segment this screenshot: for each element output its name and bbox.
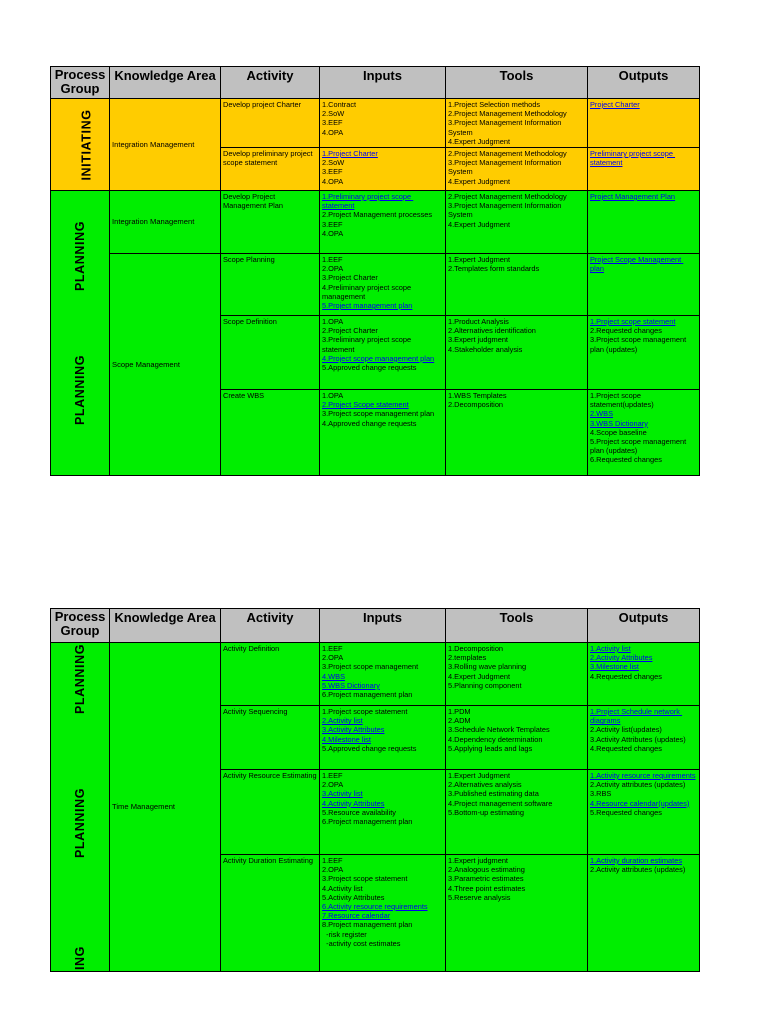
list-item: 2.Alternatives identification [448,326,536,336]
header-outputs: Outputs [588,67,700,99]
link-item[interactable]: 7.Resource calendar [322,911,391,921]
list-item: 5.Approved change requests [322,363,417,373]
list-item: 2.Project Management Methodology [448,149,567,159]
list-item: 4.Expert Judgment [448,219,511,229]
link-item[interactable]: 2.Activity list [322,716,363,726]
list-item: 3.Project Management Information System [448,118,564,137]
table-row [51,643,700,706]
list-item: 2.OPA [322,780,344,790]
list-item: 4.Preliminary project scope management [322,282,414,301]
tools-cell [446,316,588,390]
planning-label: PLANNING [73,644,87,715]
list-item: 2.Requested changes [590,326,662,336]
link-item[interactable]: 4.WBS [322,671,345,681]
header-process-group: Process Group [51,609,110,643]
header-activity: Activity [221,67,320,99]
list-item: 3.EEF [322,167,343,177]
activity-cell: Scope Planning [221,254,320,316]
planning-label: PLANNING [73,354,87,425]
list-item: 2.Analogous estimating [448,865,525,875]
list-item: 3.EEF [322,118,343,128]
list-item: 4.Scope baseline [590,427,647,437]
list-item: 1.Product Analysis [448,317,509,327]
link-item[interactable]: Project Scope Management plan [590,255,684,274]
list-item: 1.Contract [322,100,357,109]
link-item[interactable]: 4.Activity Attributes [322,798,385,808]
link-item[interactable]: Preliminary project scope statement [590,149,676,168]
list-item: 1.Expert judgment [448,856,508,865]
list-item: 4.Three point estimates [448,883,526,893]
link-item[interactable]: 4.Resource calendar(updates) [590,798,690,808]
link-item[interactable]: 4.Project scope management plan [322,353,435,363]
inputs-cell [320,390,446,476]
link-item[interactable]: 3.Activity list [322,789,363,799]
link-item[interactable]: 4.Milestone list [322,734,371,744]
list-item: 2.templates [448,653,487,663]
inputs-cell [320,191,446,254]
link-item[interactable]: 1.Project Charter [322,149,378,159]
link-item[interactable]: 2.Activity Attributes [590,653,653,663]
link-item[interactable]: 3.Milestone list [590,662,639,672]
list-item: -risk register [322,929,367,939]
list-item: 2.OPA [322,653,344,663]
planning-label: PLANNING [73,788,87,859]
list-item: 4.Activity list [322,883,363,893]
process-group-planning [51,643,110,972]
list-item: 3.Rolling wave planning [448,662,527,672]
knowledge-area-integration: Integration Management [110,191,221,254]
header-process-group: Process Group [51,67,110,99]
list-item: 2.Activity attributes (updates) [590,865,686,875]
list-item: 1.Expert Judgment [448,255,511,265]
activity-cell: Create WBS [221,390,320,476]
table-row [51,254,700,316]
list-item: 4.Stakeholder analysis [448,344,523,354]
activity-cell: Scope Definition [221,316,320,390]
outputs-cell [588,99,700,148]
list-item: 2.OPA [322,865,344,875]
tools-cell [446,770,588,855]
link-item[interactable]: 5.Project management plan [322,301,413,311]
list-item: 1.WBS Templates [448,391,507,401]
knowledge-area-time: Time Management [110,643,221,972]
list-item: 3.Published estimating data [448,789,539,799]
link-item[interactable]: 5.WBS Dictionary [322,680,380,690]
list-item: 5.Reserve analysis [448,892,511,902]
list-item: 5.Activity Attributes [322,892,385,902]
link-item[interactable]: 1.Activity duration estimates [590,856,683,865]
list-item: 1.Project Selection methods [448,100,541,109]
list-item: 2.Project Management processes [322,210,433,220]
list-item: 1.EEF [322,771,343,780]
link-item[interactable]: Project Charter [590,100,640,109]
list-item: 6.Project management plan [322,817,413,827]
inputs-cell [320,643,446,706]
link-item[interactable]: 6.Activity resource requirements [322,902,428,912]
list-item: 3.Project scope management [322,662,419,672]
link-item[interactable]: 3.WBS Dictionary [590,418,648,428]
list-item: 3.Project Management Information System [448,158,564,177]
tools-cell [446,855,588,972]
list-item: 4.Expert Judgment [448,671,511,681]
outputs-cell [588,254,700,316]
activity-cell: Develop project Charter [221,99,320,148]
outputs-cell [588,316,700,390]
list-item: 1.EEF [322,856,343,865]
tools-cell [446,148,588,191]
list-item: 8.Project management plan [322,920,413,930]
list-item: 3.Project Charter [322,273,378,283]
activity-cell: Activity Resource Estimating [221,770,320,855]
list-item: 1.PDM [448,707,471,716]
planning-label: ING [73,945,87,970]
list-item: 1.EEF [322,644,343,653]
link-item[interactable]: 1.Preliminary project scope statement [322,192,414,211]
list-item: 4.Dependency determination [448,734,543,744]
activity-cell: Activity Definition [221,643,320,706]
list-item: 5.Requested changes [590,807,662,817]
list-item: 1.Decomposition [448,644,504,653]
list-item: 4.OPA [322,176,344,186]
link-item[interactable]: 2.WBS [590,409,613,419]
list-item: 4.Approved change requests [322,418,417,428]
tools-cell [446,706,588,770]
inputs-cell [320,855,446,972]
list-item: 3.Project scope management plan [322,409,435,419]
process-group-initiating: INITIATING [51,99,110,191]
header-inputs: Inputs [320,609,446,643]
list-item: 3.Project Management Information System [448,201,564,220]
list-item: 4.OPA [322,127,344,137]
list-item: 2.OPA [322,264,344,274]
outputs-cell [588,191,700,254]
table-row [51,99,700,148]
planning-label: PLANNING [73,221,87,292]
inputs-cell [320,148,446,191]
list-item: 2.ADM [448,716,471,726]
list-item: 5.Approved change requests [322,743,417,753]
activity-cell: Develop preliminary project scope statement [221,148,320,191]
activity-cell: Develop Project Management Plan [221,191,320,254]
link-item[interactable]: 1.Project scope statement [590,317,676,327]
inputs-cell [320,770,446,855]
inputs-cell [320,254,446,316]
tools-cell [446,390,588,476]
list-item: 2.Project Management Methodology [448,109,567,119]
outputs-cell [588,148,700,191]
list-item: 5.Bottom-up estimating [448,807,524,817]
list-item: 3.Project scope statement [322,874,408,884]
process-table-2 [50,608,700,972]
link-item[interactable]: Project Management Plan [590,192,676,202]
activity-cell: Activity Duration Estimating [221,855,320,972]
header-inputs: Inputs [320,67,446,99]
list-item: 4.Requested changes [590,743,662,753]
header-activity: Activity [221,609,320,643]
outputs-cell [588,390,700,476]
list-item: 5.Project scope management plan (updates) [590,437,689,456]
link-item[interactable]: 2.Project Scope statement [322,400,409,410]
link-item[interactable]: 1.Activity list [590,644,631,653]
link-item[interactable]: 3.Activity Attributes [322,725,385,735]
list-item: 3.Parametric estimates [448,874,524,884]
inputs-cell [320,316,446,390]
list-item: 3.EEF [322,219,343,229]
list-item: 2.Alternatives analysis [448,780,522,790]
header-tools: Tools [446,67,588,99]
list-item: 1.OPA [322,317,344,327]
list-item: 2.Templates form standards [448,264,540,274]
header-outputs: Outputs [588,609,700,643]
list-item: 6.Requested changes [590,455,662,465]
list-item: 5.Applying leads and lags [448,743,533,753]
outputs-cell [588,855,700,972]
list-item: 4.Expert Judgment [448,176,511,186]
list-item: 6.Project management plan [322,690,413,700]
list-item: 4.Expert Judgment [448,136,511,146]
list-item: 5.Resource availability [322,807,396,817]
inputs-cell [320,99,446,148]
list-item: 1.Project scope statement(updates) [590,391,654,410]
link-item[interactable]: 1.Activity resource requirements [590,771,696,780]
list-item: 2.Project Charter [322,326,378,336]
knowledge-area-scope: Scope Management [110,254,221,476]
list-item: 2.Decomposition [448,400,504,410]
list-item: 2.SoW [322,158,345,168]
list-item: 1.EEF [322,255,343,265]
list-item: 3.Activity Attributes (updates) [590,734,686,744]
outputs-cell [588,770,700,855]
tools-cell [446,254,588,316]
inputs-cell [320,706,446,770]
list-item: 4.Project management software [448,798,553,808]
header-knowledge-area: Knowledge Area [110,609,221,643]
list-item: 3.Project scope management plan (updates) [590,335,689,354]
list-item: 4.OPA [322,228,344,238]
tools-cell [446,99,588,148]
activity-cell: Activity Sequencing [221,706,320,770]
list-item: 3.Preliminary project scope statement [322,335,414,354]
header-tools: Tools [446,609,588,643]
list-item: 4.Requested changes [590,671,662,681]
list-item: 2.SoW [322,109,345,119]
table-row [51,191,700,254]
tools-cell [446,191,588,254]
header-knowledge-area: Knowledge Area [110,67,221,99]
link-item[interactable]: 1.Project Schedule network diagrams [590,707,683,726]
list-item: 1.Project scope statement [322,707,408,716]
list-item: 1.Expert Judgment [448,771,511,780]
knowledge-area-integration: Integration Management [110,99,221,191]
list-item: 5.Planning component [448,680,522,690]
list-item: 2.Activity list(updates) [590,725,662,735]
outputs-cell [588,643,700,706]
outputs-cell [588,706,700,770]
list-item: 3.Schedule Network Templates [448,725,550,735]
process-table-1 [50,66,700,476]
list-item: -activity cost estimates [322,938,401,948]
list-item: 3.Expert judgment [448,335,508,345]
list-item: 1.OPA [322,391,344,401]
list-item: 2.Project Management Methodology [448,192,567,202]
list-item: 2.Activity attributes (updates) [590,780,686,790]
process-group-planning [51,191,110,476]
list-item: 3.RBS [590,789,612,799]
tools-cell [446,643,588,706]
